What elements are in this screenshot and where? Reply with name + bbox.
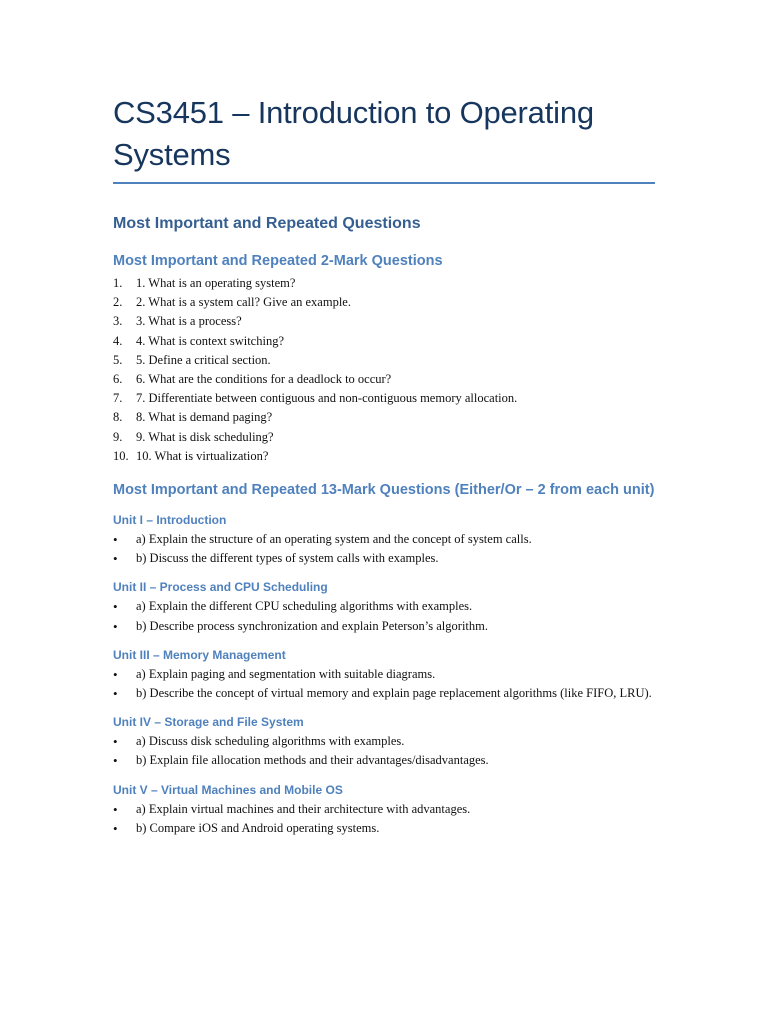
list-number: 6.: [113, 372, 123, 387]
list-item: [113, 332, 655, 351]
list-item: [113, 684, 655, 703]
unit-5-question-list: [113, 800, 655, 838]
list-number: 3.: [113, 314, 123, 329]
list-number: 1.: [113, 276, 123, 290]
bullet-icon: •: [113, 599, 118, 615]
question-text: a) Explain the different CPU scheduling algorithms with examples.: [136, 599, 473, 614]
list-item: [113, 370, 655, 389]
document-title: CS3451 – Introduction to Operating Systems: [113, 95, 594, 172]
question-text: 8. What is demand paging?: [136, 410, 273, 425]
question-text: 1. What is an operating system?: [136, 276, 296, 290]
question-text: 2. What is a system call? Give an example.: [136, 295, 351, 310]
unit-3-question-list: [113, 665, 655, 703]
list-number: 5.: [113, 352, 123, 367]
bullet-icon: •: [113, 820, 118, 836]
bullet-icon: •: [113, 753, 118, 769]
unit-2-heading: Unit II – Process and CPU Scheduling: [113, 580, 328, 595]
bullet-icon: •: [113, 686, 118, 702]
two-mark-question-list: [113, 274, 655, 466]
bullet-icon: •: [113, 551, 118, 567]
list-item: [113, 819, 655, 838]
question-text: 5. Define a critical section.: [136, 352, 271, 367]
list-item: [113, 389, 655, 408]
unit-5-heading: Unit V – Virtual Machines and Mobile OS: [113, 782, 343, 797]
two-mark-heading: Most Important and Repeated 2-Mark Questions: [113, 253, 443, 269]
thirteen-mark-heading: Most Important and Repeated 13-Mark Questions (Either/Or – 2 from each unit): [113, 482, 655, 499]
list-number: 4.: [113, 333, 123, 348]
list-item: [113, 312, 655, 331]
list-item: [113, 800, 655, 819]
unit-1-question-list: [113, 530, 655, 568]
question-text: a) Discuss disk scheduling algorithms with examples.: [136, 734, 405, 749]
list-item: [113, 351, 655, 370]
list-item: [113, 274, 655, 293]
list-number: 10.: [113, 448, 129, 463]
unit-3-heading: Unit III – Memory Management: [113, 647, 286, 662]
question-text: b) Discuss the different types of system calls with examples.: [136, 551, 439, 566]
list-number: 7.: [113, 391, 123, 406]
unit-2-question-list: [113, 597, 655, 635]
list-number: 2.: [113, 295, 123, 310]
list-item: [113, 428, 655, 447]
question-text: 7. Differentiate between contiguous and non-contiguous memory allocation.: [136, 391, 518, 406]
list-item: [113, 530, 655, 549]
list-item: [113, 549, 655, 568]
list-number: 9.: [113, 429, 123, 444]
list-item: [113, 293, 655, 312]
question-text: b) Explain file allocation methods and their advantages/disadvantages.: [136, 753, 489, 768]
question-text: 6. What are the conditions for a deadlock to occur?: [136, 372, 392, 387]
question-text: a) Explain virtual machines and their architecture with advantages.: [136, 801, 471, 816]
bullet-icon: •: [113, 801, 118, 817]
list-item: [113, 408, 655, 427]
question-text: 10. What is virtualization?: [136, 448, 269, 463]
list-item: [113, 617, 655, 636]
unit-1-heading: Unit I – Introduction: [113, 513, 227, 528]
main-heading: Most Important and Repeated Questions: [113, 215, 421, 232]
list-item: [113, 597, 655, 616]
title-underline: [113, 182, 655, 184]
question-text: b) Describe the concept of virtual memory and explain page replacement algorithms (like FIFO, LRU).: [136, 686, 652, 701]
question-text: b) Describe process synchronization and explain Peterson’s algorithm.: [136, 618, 488, 633]
list-number: 8.: [113, 410, 123, 425]
list-item: [113, 732, 655, 751]
list-item: [113, 751, 655, 770]
bullet-icon: •: [113, 666, 118, 682]
bullet-icon: •: [113, 734, 118, 750]
document-page: [113, 92, 655, 838]
question-text: a) Explain paging and segmentation with suitable diagrams.: [136, 666, 436, 681]
unit-4-heading: Unit IV – Storage and File System: [113, 715, 304, 730]
bullet-icon: •: [113, 532, 118, 548]
list-item: [113, 665, 655, 684]
question-text: 4. What is context switching?: [136, 333, 285, 348]
question-text: 9. What is disk scheduling?: [136, 429, 274, 444]
unit-4-question-list: [113, 732, 655, 770]
question-text: 3. What is a process?: [136, 314, 242, 329]
question-text: a) Explain the structure of an operating system and the concept of system calls.: [136, 532, 532, 547]
list-item: [113, 447, 655, 466]
question-text: b) Compare iOS and Android operating systems.: [136, 820, 380, 835]
bullet-icon: •: [113, 618, 118, 634]
